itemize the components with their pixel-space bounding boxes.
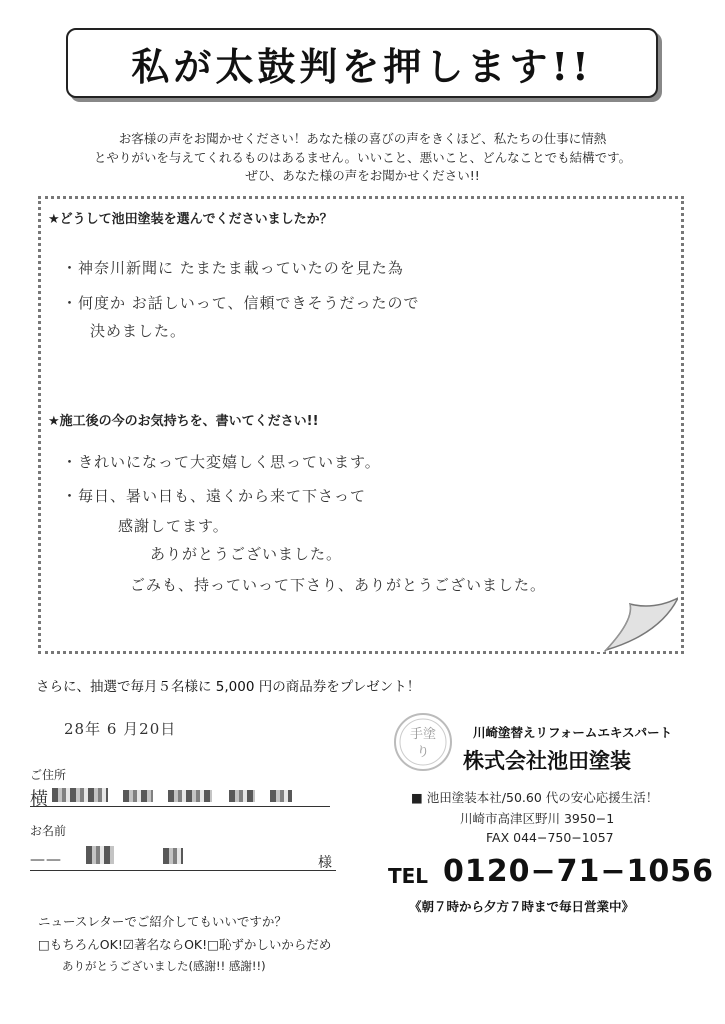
page-title: 私が太鼓判を押します!!	[131, 43, 593, 89]
company-address: 川崎市高津区野川 3950−1	[460, 811, 615, 826]
answer-1-line-3: 決めました。	[90, 322, 187, 340]
intro-line-1: お客様の声をお聞かせください！あなた様の喜びの声をきくほど、私たちの仕事に情熱	[118, 131, 607, 146]
company-fax: FAX 044−750−1057	[486, 830, 614, 845]
svg-text:り: り	[416, 745, 430, 760]
answer-1-line-2: ・何度か お話しいって、信頼できそうだったので	[62, 294, 420, 312]
company-tagline: 川崎塗替えリフォームエキスパート	[473, 725, 673, 740]
newsletter-question: ニュースレターでご紹介してもいいですか？	[38, 914, 287, 929]
name-suffix: 様	[318, 855, 332, 871]
redaction-block	[168, 790, 212, 802]
company-seal-icon	[393, 712, 453, 772]
redaction-block	[86, 846, 114, 864]
intro-line-2: とやりがいを与えてくれるものはあるません。いいこと、悪いこと、どんなことでも結構です。	[93, 150, 632, 165]
name-rule	[30, 870, 336, 871]
name-dash: ——	[30, 850, 62, 868]
answer-2-line-5: ごみも、持っていって下さり、ありがとうございました。	[130, 576, 547, 594]
newsletter-thanks: ありがとうございました(感謝!! 感謝!!)	[62, 959, 266, 973]
answer-2-line-4: ありがとうございました。	[150, 545, 343, 563]
name-redacted	[86, 846, 183, 868]
answer-1-line-1: ・神奈川新聞に たまたま載っていたのを見た為	[62, 259, 404, 277]
redaction-block	[270, 790, 292, 802]
page-curl-decoration	[594, 590, 678, 652]
date-value: 28年 6 月20日	[64, 720, 177, 738]
question-1: ★どうして池田塗装を選んでくださいましたか？	[48, 212, 333, 227]
address-rule	[30, 806, 330, 807]
redaction-block	[163, 848, 183, 864]
tel-number: 0120−71−1056	[443, 854, 715, 889]
tel-label: TEL	[388, 864, 429, 888]
company-slogan: ■ 池田塗装本社/50.60 代の安心応援生活！	[411, 790, 659, 805]
redaction-block	[229, 790, 255, 802]
redaction-block	[123, 790, 153, 802]
answer-2-line-3: 感謝してます。	[118, 517, 229, 535]
address-label: ご住所	[30, 768, 67, 782]
address-prefix: 横	[30, 789, 49, 810]
answer-2-line-1: ・きれいになって大変嬉しく思っています。	[62, 453, 381, 471]
address-redacted	[52, 787, 292, 806]
company-name: 株式会社池田塗装	[463, 749, 631, 773]
question-2: ★施工後の今のお気持ちを、書いてください!!	[48, 414, 319, 429]
intro-line-3: ぜひ、あなた様の声をお聞かせください!!	[245, 168, 480, 183]
name-label: お名前	[30, 824, 67, 838]
seal-text: 手塗	[409, 727, 437, 742]
business-hours: 《朝７時から夕方７時まで毎日営業中》	[409, 899, 635, 914]
campaign-text: さらに、抽選で毎月５名様に 5,000 円の商品券をプレゼント！	[36, 679, 421, 695]
redaction-block	[52, 788, 108, 802]
newsletter-options: □もちろんOK!☑著名ならOK!□恥ずかしいからだめ	[38, 937, 332, 952]
title-banner	[66, 28, 658, 98]
answer-2-line-2: ・毎日、暑い日も、遠くから来て下さって	[62, 487, 367, 505]
